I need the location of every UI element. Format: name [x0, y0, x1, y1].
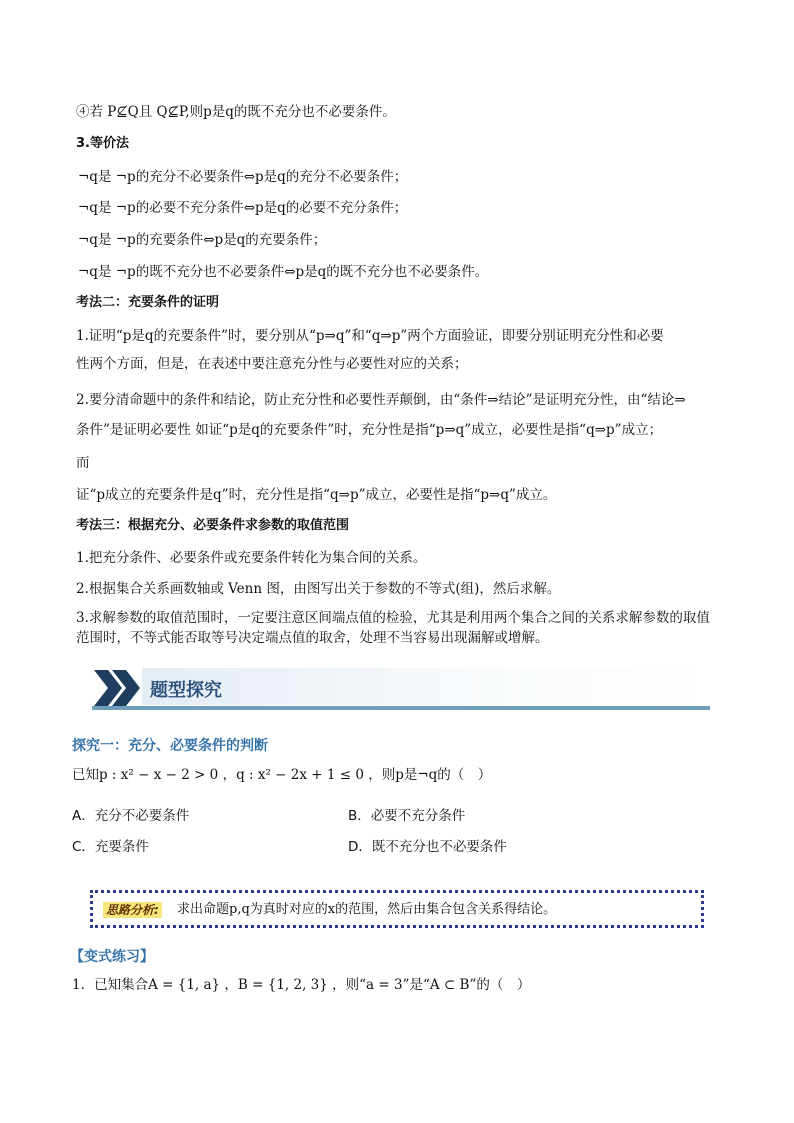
method2-para1-line1: 1.证明“p是q的充要条件”时，要分别从“p⇒q”和“q⇒p”两个方面验证，即要分别证明充分性和必要 — [76, 328, 664, 344]
method3-line2: 2.根据集合关系画数轴或 Venn 图，由图写出关于参数的不等式(组)，然后求解。 — [76, 581, 561, 597]
hint-text: 求出命题p,q为真时对应的x的范围，然后由集合包含关系得结论。 — [177, 902, 557, 917]
variant-question-1: 1．已知集合A = {1, a} ，B = {1, 2, 3} ，则“a = 3”是“A ⊂ B”的（ ） — [72, 977, 531, 993]
option-c: C．充要条件 — [72, 839, 149, 855]
method2-para2-line2: 条件”是证明必要性 如证“p是q的充要条件”时，充分性是指“p⇒q”成立，必要性是指“q⇒p”成立； — [76, 422, 663, 438]
hint-box — [90, 890, 704, 928]
banner-title: 题型探究 — [150, 680, 222, 701]
method3-line3a: 3.求解参数的取值范围时，一定要注意区间端点值的检验，尤其是利用两个集合之间的关系求解参数的取值 — [76, 610, 710, 626]
equivalence-line-4: ¬q是 ¬p的既不充分也不必要条件⇔p是q的既不充分也不必要条件。 — [78, 264, 489, 280]
double-chevron-icon — [92, 668, 142, 708]
method3-line1: 1.把充分条件、必要条件或充要条件转化为集合间的关系。 — [76, 550, 427, 566]
method2-para2-line1: 2.要分清命题中的条件和结论，防止充分性和必要性弄颠倒，由“条件⇒结论”是证明充分性，由“结论⇒ — [76, 392, 686, 408]
banner-rule — [92, 706, 710, 710]
explore-question: 已知p : x² − x − 2 > 0 ，q : x² − 2x + 1 ≤ 0 ，则p是¬q的（ ） — [72, 767, 492, 783]
banner-title-box — [142, 668, 710, 705]
method2-para2-line3: 而 — [76, 455, 90, 471]
section-heading-equivalence: 3.等价法 — [76, 136, 129, 151]
equivalence-line-2: ¬q是 ¬p的必要不充分条件⇔p是q的必要不充分条件； — [78, 200, 408, 216]
section-banner — [92, 666, 710, 712]
section-heading-method-2: 考法二：充要条件的证明 — [76, 295, 220, 310]
variant-title: 【变式练习】 — [70, 949, 154, 965]
method2-para1-line2: 性两个方面，但是，在表述中要注意充分性与必要性对应的关系； — [76, 356, 468, 372]
equivalence-line-1: ¬q是 ¬p的充分不必要条件⇔p是q的充分不必要条件； — [78, 169, 408, 185]
method2-para2-line4: 证“p成立的充要条件是q”时，充分性是指“q⇒p”成立，必要性是指“p⇒q”成立。 — [76, 487, 557, 503]
option-b: B．必要不充分条件 — [348, 808, 466, 824]
hint-label: 思路分析: — [103, 902, 162, 918]
method3-line3b: 范围时，不等式能否取等号决定端点值的取舍，处理不当容易出现漏解或增解。 — [76, 630, 549, 646]
option-d: D．既不充分也不必要条件 — [348, 839, 507, 855]
section-heading-method-3: 考法三：根据充分、必要条件求参数的取值范围 — [76, 518, 350, 533]
option-a: A．充分不必要条件 — [72, 808, 190, 824]
equivalence-line-3: ¬q是 ¬p的充要条件⇔p是q的充要条件； — [78, 232, 327, 248]
condition-line-4: ④若 P⊈Q且 Q⊈P,则p是q的既不充分也不必要条件。 — [76, 104, 396, 120]
explore-title: 探究一：充分、必要条件的判断 — [72, 738, 268, 754]
